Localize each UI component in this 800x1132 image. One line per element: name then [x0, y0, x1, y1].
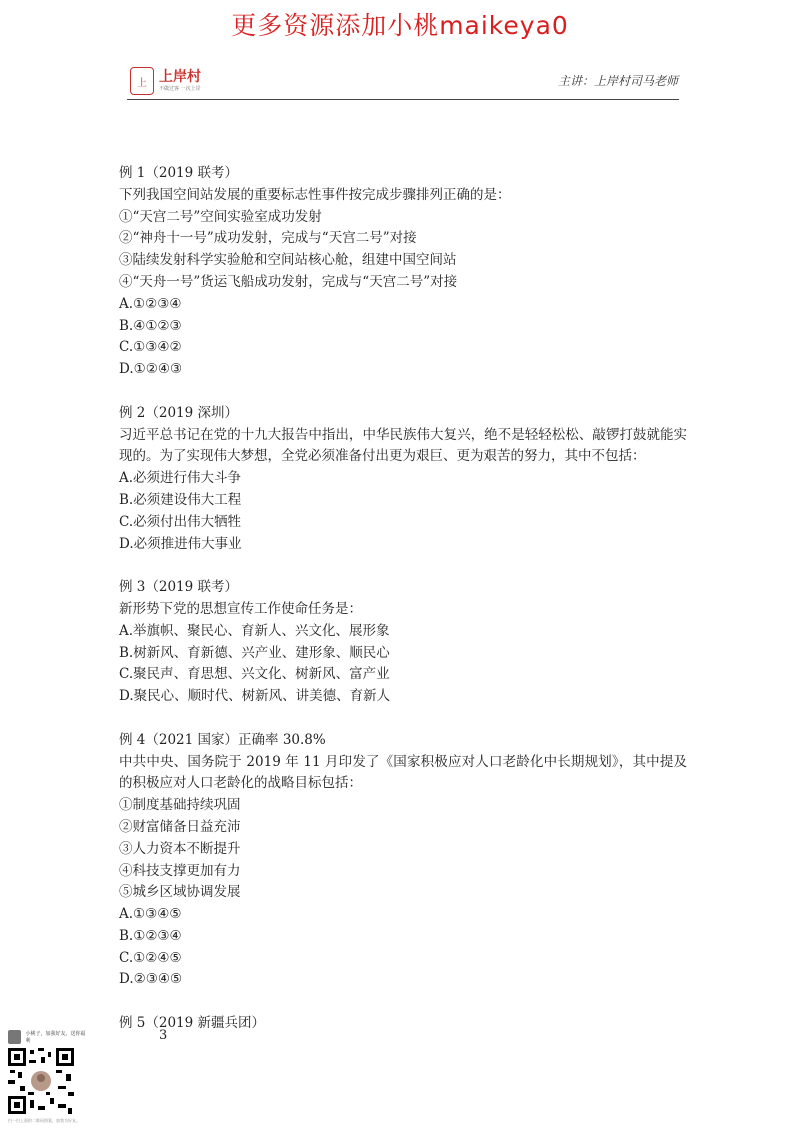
question-title: 例 3（2019 联考） — [119, 579, 239, 596]
question-item: ②“神舟十一号”成功发射，完成与“天宫二号”对接 — [119, 230, 417, 247]
question-stem: 下列我国空间站发展的重要标志性事件按完成步骤排列正确的是： — [119, 186, 511, 203]
avatar — [8, 1030, 21, 1044]
logo-seal-icon: 上 — [130, 67, 154, 95]
qr-code-icon — [8, 1048, 74, 1114]
qr-caption: 小桃子，加我好友，送你福利 — [25, 1031, 86, 1044]
logo-name: 上岸村 — [159, 69, 201, 85]
answer-option: D.必须推进伟大事业 — [119, 535, 242, 552]
question-block — [119, 163, 687, 381]
answer-option: C.①③④② — [119, 339, 182, 356]
question-title: 例 5（2019 新疆兵团） — [119, 1015, 266, 1032]
resource-banner: 更多资源添加小桃maikeya0 — [231, 11, 569, 40]
question-item: ③陆续发射科学实验舱和空间站核心舱，组建中国空间站 — [119, 252, 457, 269]
answer-option: C.①②④⑤ — [119, 949, 182, 966]
answer-option: C.聚民声、育思想、兴文化、树新风、富产业 — [119, 666, 390, 683]
answer-option: A.举旗帜、聚民心、育新人、兴文化、展形象 — [119, 622, 390, 639]
document-body — [119, 163, 687, 1035]
question-title: 例 1（2019 联考） — [119, 165, 239, 181]
qr-footer: 扫一扫上面的二维码图案，加我为好友。 — [8, 1118, 80, 1123]
question-block — [119, 1013, 687, 1035]
qr-card — [8, 1030, 88, 1124]
question-stem: 习近平总书记在党的十九大报告中指出，中华民族伟大复兴，绝不是轻轻松松、敲锣打鼓就能实现的。为了实现伟大梦想，全党必须准备付出更为艰巨、更为艰苦的努力，其中不包括： — [119, 426, 687, 465]
answer-option: C.必须付出伟大牺牲 — [119, 513, 242, 530]
question-item: ①“天宫二号”空间实验室成功发射 — [119, 208, 322, 225]
answer-option: B.必须建设伟大工程 — [119, 491, 242, 508]
question-stem: 中共中央、国务院于 2019 年 11 月印发了《国家积极应对人口老龄化中长期规划》，其中提及的积极应对人口老龄化的战略目标包括： — [119, 753, 687, 792]
page-number: 3 — [159, 1028, 168, 1043]
answer-option: D.①②④③ — [119, 361, 183, 378]
question-block — [119, 403, 687, 556]
header-divider — [127, 99, 679, 100]
question-item: ③人力资本不断提升 — [119, 840, 241, 857]
question-item: ②财富储备日益充沛 — [119, 818, 241, 835]
question-item: ①制度基础持续巩固 — [119, 797, 241, 814]
answer-option: B.④①②③ — [119, 317, 182, 334]
question-title: 例 2（2019 深圳） — [119, 404, 239, 421]
answer-option: A.①③④⑤ — [119, 906, 182, 923]
answer-option: D.②③④⑤ — [119, 971, 183, 988]
question-item: ④科技支撑更加有力 — [119, 862, 241, 879]
lecturer-label: 主讲：上岸村司马老师 — [557, 74, 678, 88]
question-block — [119, 577, 687, 708]
answer-option: D.聚民心、顺时代、树新风、讲美德、育新人 — [119, 688, 391, 705]
answer-option: B.①②③④ — [119, 927, 182, 944]
question-item: ⑤城乡区域协调发展 — [119, 884, 241, 901]
brand-logo — [130, 66, 201, 96]
question-stem: 新形势下党的思想宣传工作使命任务是： — [119, 600, 362, 617]
question-block — [119, 730, 687, 992]
answer-option: B.树新风、育新德、兴产业、建形象、顺民心 — [119, 644, 390, 661]
question-item: ④“天舟一号”货运飞船成功发射，完成与“天宫二号”对接 — [119, 273, 458, 290]
answer-option: A.①②③④ — [119, 295, 182, 312]
answer-option: A.必须进行伟大斗争 — [119, 470, 242, 487]
question-title: 例 4（2021 国家）正确率 30.8% — [119, 731, 326, 748]
logo-slogan: 不做过客 一次上岸 — [159, 86, 201, 92]
